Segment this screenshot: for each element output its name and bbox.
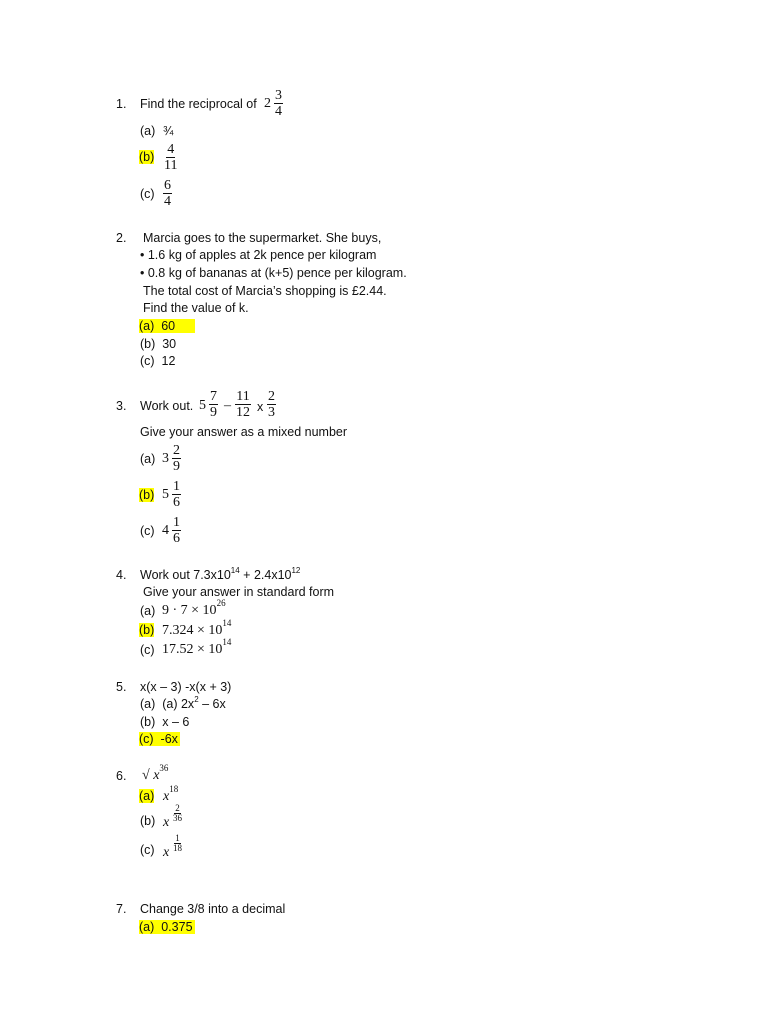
q2-option-c-label: (c) [140,354,155,368]
q1-option-c-den: 4 [164,194,171,209]
q5-option-c [139,732,180,746]
q3-fraction-3-den: 3 [268,405,275,420]
q1-text: Find the reciprocal of [140,97,257,111]
q6-expression [142,763,169,784]
q5-option-a-post: – 6x [198,697,226,711]
q4-option-b-value [162,618,232,639]
q3-option-a-whole: 3 [162,451,169,466]
q3-fraction-1-den: 9 [210,405,217,420]
q1-option-b-label: (b) [139,150,155,164]
q6-option-b-exp-num: 2 [175,803,180,813]
q5-option-a [140,697,226,711]
q1-fraction-den: 4 [275,104,282,119]
q3-option-a-fraction [172,443,181,474]
q2-option-b-text: 30 [162,337,177,351]
q3-times: x [257,400,264,414]
q4-option-a-base: 9 · 7 × 10 [162,603,217,618]
q6-option-c-base: x [163,845,170,860]
q3-whole-1: 5 [199,398,206,413]
q6-option-c-exp-den: 18 [173,843,182,853]
q4-option-c-base: 17.52 × 10 [162,642,223,657]
q4-option-b-base: 7.324 × 10 [162,623,223,638]
q2-line-1: Marcia goes to the supermarket. She buys, [143,231,382,245]
q7-number: 7. [116,902,127,916]
q3-option-c-num: 1 [173,515,180,530]
q6-base: x [153,768,160,783]
q2-line-4: The total cost of Marcia’s shopping is £2.44. [143,284,387,298]
q4-option-c-value [162,637,232,658]
q5-option-a-label: (a) [140,697,156,711]
q3-option-b-num: 1 [173,479,180,494]
q5-option-b-text: x – 6 [162,715,190,729]
q4-option-b-label: (b) [139,623,155,637]
q2-option-c [140,354,175,368]
q5-option-c-label: (c) [139,732,154,746]
q1-whole: 2 [264,96,271,111]
q6-option-a-exp: 18 [169,784,179,794]
q2-option-a [139,319,195,333]
q5-option-c-text: -6x [160,732,178,746]
q5-option-a-pre: (a) 2x [162,697,195,711]
q3-minus: – [224,398,231,413]
q5-option-a-exp: 2 [194,695,199,704]
q2-option-b-label: (b) [140,337,156,351]
q5-text: x(x – 3) -x(x + 3) [140,680,232,694]
q3-option-c-label: (c) [140,524,155,538]
q3-option-b-den: 6 [173,495,180,510]
q3-fraction-1-num: 7 [210,389,217,404]
q5-option-b [140,715,189,729]
q3-option-b-whole: 5 [162,487,169,502]
q7-option-a-text: 0.375 [161,920,193,934]
q1-option-a-text: ¾ [163,124,174,138]
q1-option-c-num: 6 [164,178,171,193]
q3-fraction-3 [267,389,276,420]
q6-option-b-exp-den: 36 [173,813,182,823]
q4-option-a-label: (a) [140,604,156,618]
q2-line-5: Find the value of k. [143,301,249,315]
q6-option-c-exp-num: 1 [175,833,180,843]
q2-line-2: • 1.6 kg of apples at 2k pence per kilogram [140,248,377,262]
q2-option-a-text: 60 [161,319,176,333]
q5-option-b-label: (b) [140,715,156,729]
q7-option-a [139,920,195,934]
q5-number: 5. [116,680,127,694]
q4-text-a: Work out 7.3x10 [140,568,231,582]
q1-option-b-den: 11 [164,158,178,173]
q6-number: 6. [116,769,127,783]
q2-option-b [140,337,176,351]
q7-option-a-label: (a) [139,920,155,934]
q4-subtext: Give your answer in standard form [143,585,335,599]
q6-option-b-exp-fraction [172,804,183,823]
q2-option-a-label: (a) [139,319,155,333]
q3-fraction-2-num: 11 [236,389,250,404]
q3-option-c-den: 6 [173,531,180,546]
q3-fraction-1 [209,389,218,420]
q6-option-a-label: (a) [139,789,155,803]
q3-fraction-2-den: 12 [236,405,250,420]
q4-option-a-value [162,598,226,619]
q1-fraction-num: 3 [275,88,282,103]
q6-exp: 36 [159,763,169,773]
q4-text [140,568,300,582]
q1-option-b-num: 4 [167,142,175,157]
q1-option-c-fraction [163,178,172,209]
q7-text: Change 3/8 into a decimal [140,902,286,916]
q6-root: √ [142,768,150,783]
q4-option-a-exp: 26 [216,598,226,608]
q4-exp-b: 12 [291,566,301,575]
q3-option-a-label: (a) [140,452,156,466]
q6-option-b-label: (b) [140,814,156,828]
q3-option-b-fraction [172,479,181,510]
q4-number: 4. [116,568,127,582]
q3-option-a-den: 9 [173,459,180,474]
q1-option-a-label: (a) [140,124,156,138]
q4-option-c-label: (c) [140,643,155,657]
q6-option-c-label: (c) [140,843,155,857]
q4-option-b-exp: 14 [222,618,232,628]
q4-text-b: + 2.4x10 [239,568,292,582]
q3-option-b-label: (b) [139,488,155,502]
q1-option-b-fraction [163,142,178,173]
q1-fraction [274,88,283,119]
q2-option-c-text: 12 [161,354,176,368]
q3-number: 3. [116,399,127,413]
q1-number: 1. [116,97,127,111]
q6-option-b-base: x [163,815,170,830]
q3-fraction-2 [235,389,251,420]
q3-subtext: Give your answer as a mixed number [140,425,348,439]
q6-option-c-exp-fraction [172,834,183,853]
q6-option-a-base: x [163,789,170,804]
q2-number: 2. [116,231,127,245]
q3-text: Work out. [140,399,194,413]
q3-fraction-3-num: 2 [268,389,275,404]
q1-option-c-label: (c) [140,187,155,201]
q2-line-3: • 0.8 kg of bananas at (k+5) pence per kilogram. [140,266,407,280]
q4-option-c-exp: 14 [222,637,232,647]
q3-option-c-fraction [172,515,181,546]
q3-option-c-whole: 4 [162,523,169,538]
q3-option-a-num: 2 [173,443,180,458]
q4-exp-a: 14 [230,566,240,575]
